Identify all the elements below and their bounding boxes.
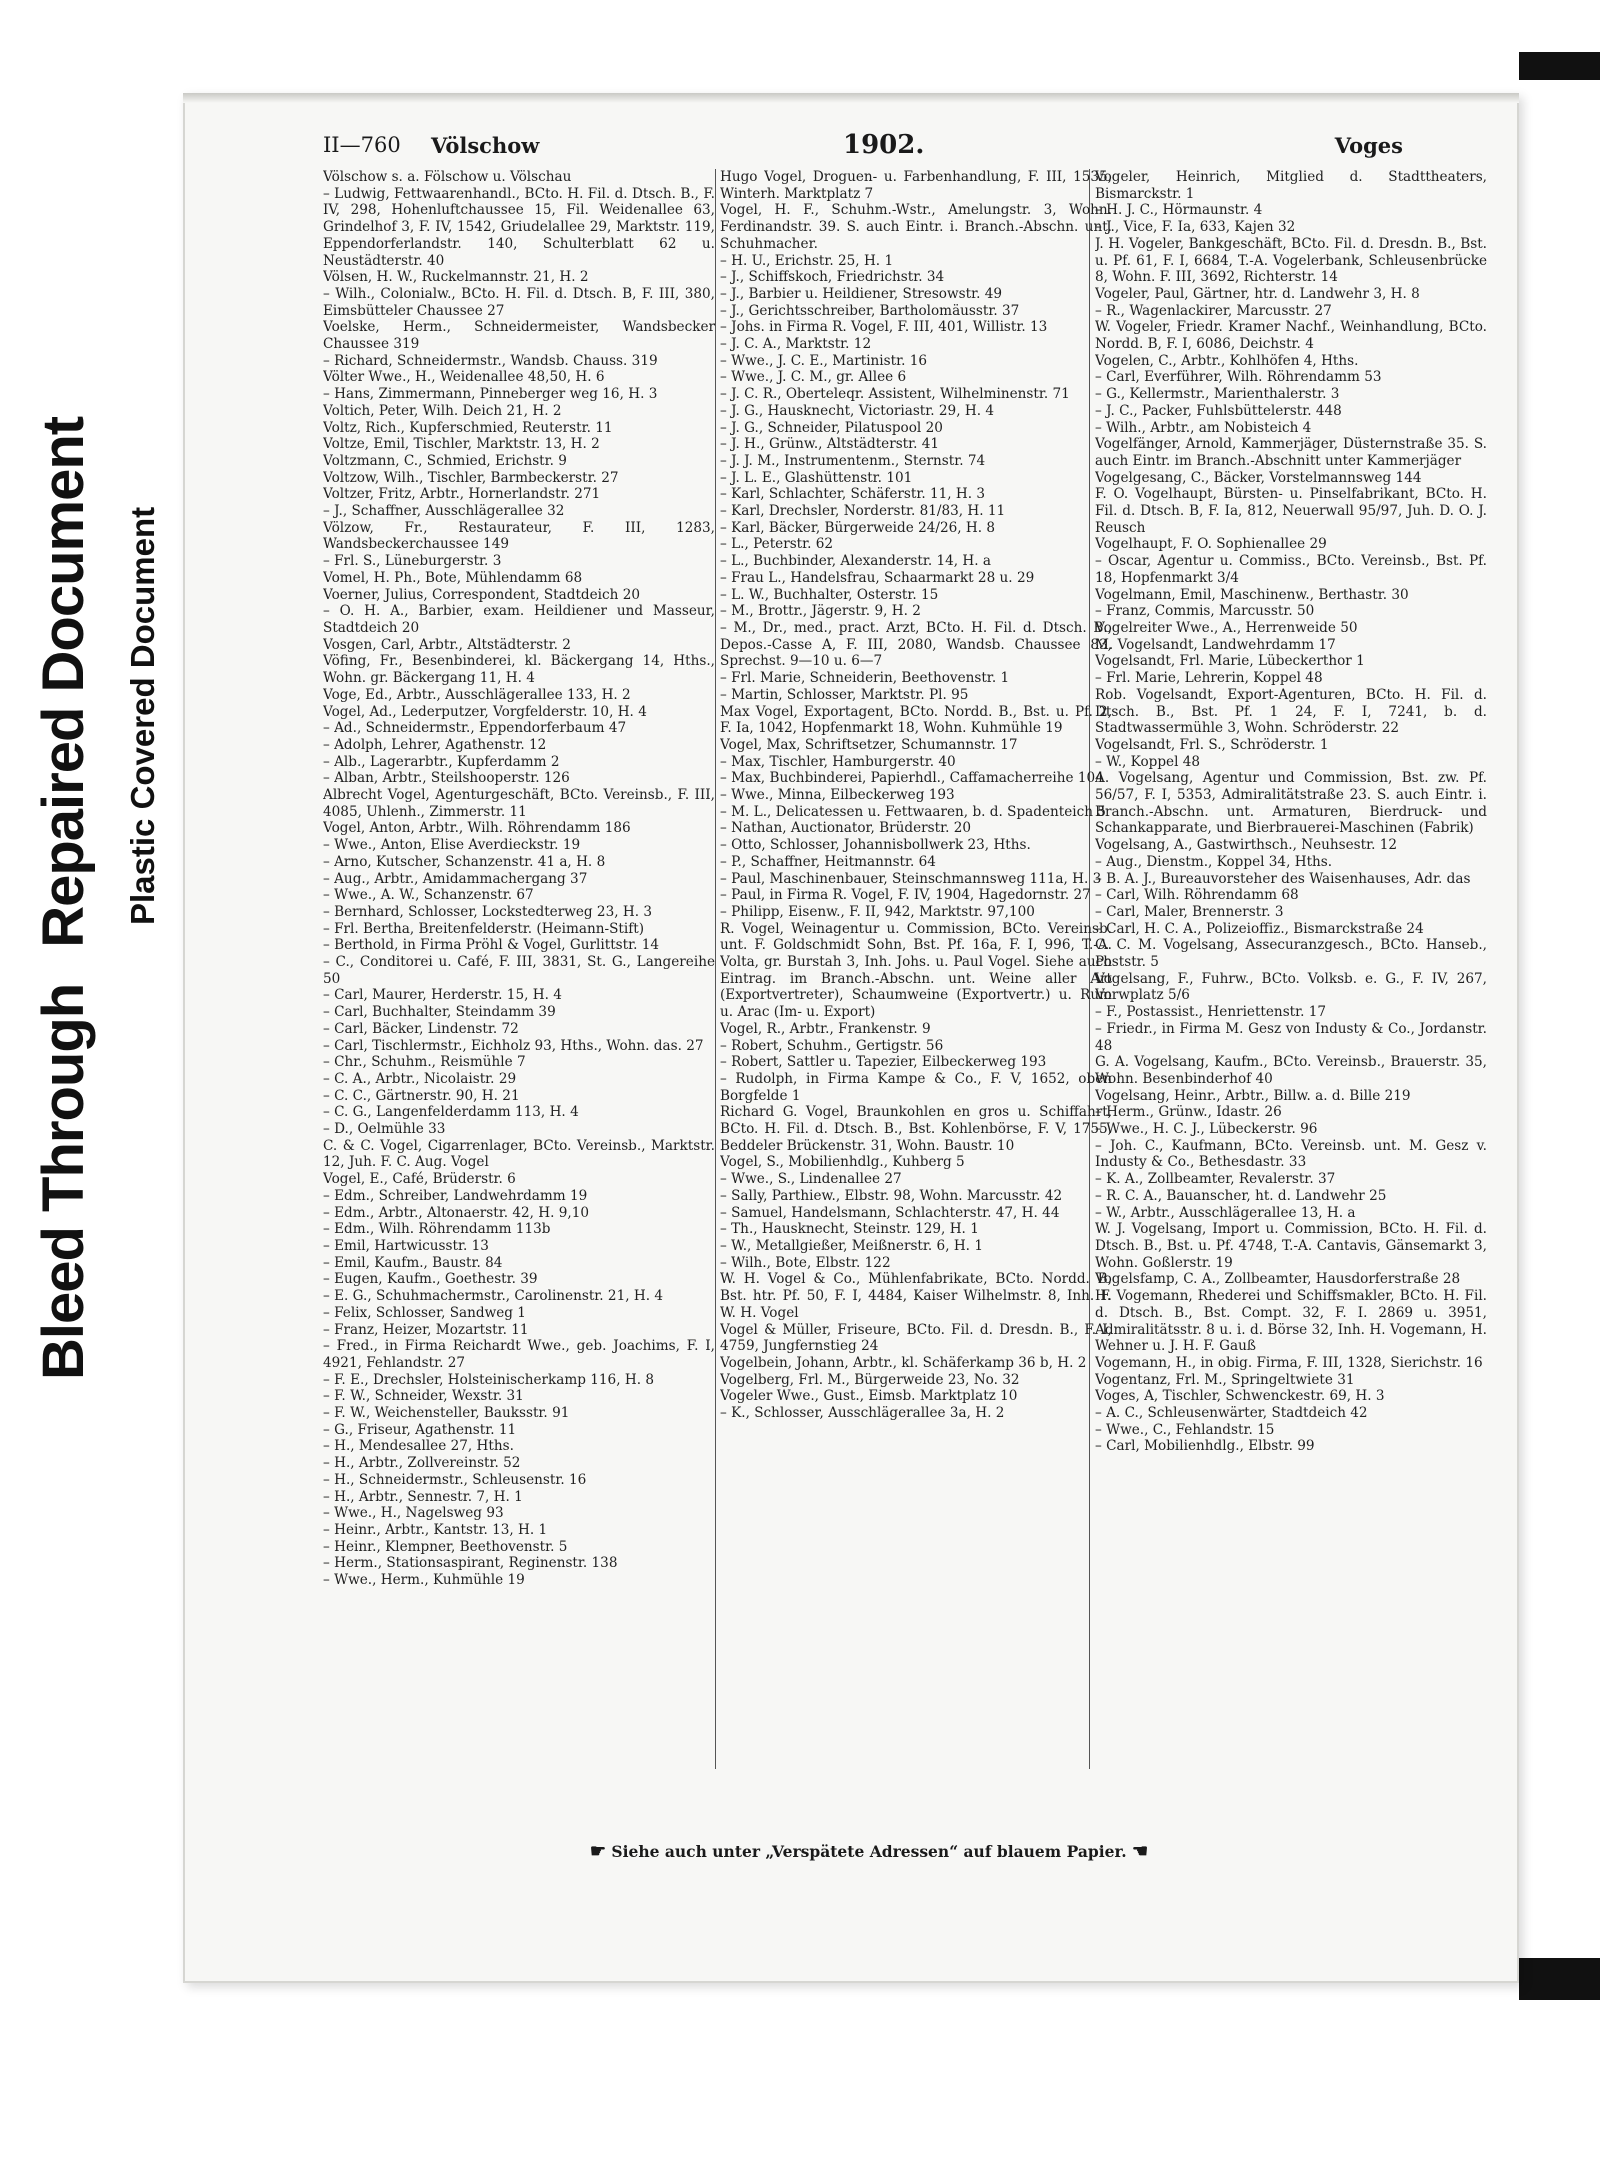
- directory-entry: – Frl. S., Lüneburgerstr. 3: [323, 553, 502, 570]
- directory-entry: – J. J. M., Instrumentenm., Sternstr. 74: [720, 452, 986, 469]
- label-plastic-covered-document: Plastic Covered Document: [124, 506, 161, 925]
- directory-entry: Vomel, H. Ph., Bote, Mühlendamm 68: [323, 569, 583, 586]
- directory-entry: M. Vogelsandt, Landwehrdamm 17: [1095, 636, 1336, 653]
- directory-entry: – Felix, Schlosser, Sandweg 1: [323, 1304, 526, 1321]
- directory-entry: Vogel, Ad., Lederputzer, Vorgfelderstr. 10, H. 4: [323, 703, 647, 720]
- directory-entry: – Carl, Everführer, Wilh. Röhrendamm 53: [1095, 369, 1382, 386]
- directory-entry: – Wwe., Minna, Eilbeckerweg 193: [720, 787, 955, 804]
- directory-entry: C. C. M. Vogelsang, Assecuranzgesch., BCto. Hanseb., Poststr. 5: [1095, 937, 1487, 971]
- directory-entry: W. H. Vogel & Co., Mühlenfabrikate, BCto. Nordd. B, Bst. htr. Pf. 50, F. I, 4484, Kaiser Wilhelmstr. 8, Inh. F. W. H. Vogel: [720, 1271, 1112, 1321]
- directory-entry: Vogelen, C., Arbtr., Kohlhöfen 4, Hths.: [1095, 352, 1359, 369]
- directory-entry: Vogentanz, Frl. M., Springeltwiete 31: [1095, 1371, 1355, 1388]
- directory-entry: – Frl. Marie, Lehrerin, Koppel 48: [1095, 670, 1323, 687]
- directory-entry: – Carl, Buchhalter, Steindamm 39: [323, 1004, 556, 1021]
- directory-entry: – Franz, Commis, Marcusstr. 50: [1095, 603, 1315, 620]
- page-number: II—760: [323, 133, 401, 157]
- directory-entry: – Carl, Tischlermstr., Eichholz 93, Hths., Wohn. das. 27: [323, 1037, 704, 1054]
- directory-entry: – Aug., Arbtr., Amidammachergang 37: [323, 870, 588, 887]
- directory-entry: – Karl, Schlachter, Schäferstr. 11, H. 3: [720, 486, 986, 503]
- directory-entry: – W., Metallgießer, Meißnerstr. 6, H. 1: [720, 1238, 983, 1254]
- directory-entry: – Paul, Maschinenbauer, Steinschmannsweg 111a, H. 3: [720, 870, 1102, 887]
- directory-entry: – R., Wagenlackirer, Marcusstr. 27: [1095, 302, 1332, 319]
- directory-entry: – Frl. Marie, Schneiderin, Beethovenstr. 1: [720, 670, 1010, 687]
- directory-column-3: [1095, 169, 1487, 1909]
- directory-entry: – Martin, Schlosser, Marktstr. Pl. 95: [720, 686, 969, 703]
- directory-entry: Vogel & Müller, Friseure, BCto. Fil. d. Dresdn. B., F. I, 4759, Jungfernstieg 24: [720, 1321, 1112, 1355]
- directory-entry: – Edm., Schreiber, Landwehrdamm 19: [323, 1187, 588, 1204]
- directory-entry: Albrecht Vogel, Agenturgeschäft, BCto. Vereinsb., F. III, 4085, Uhlenh., Zimmerstr. 11: [323, 787, 715, 820]
- directory-entry: – P., Schaffner, Heitmannstr. 64: [720, 853, 936, 870]
- directory-entry: – K., Schlosser, Ausschlägerallee 3a, H. 2: [720, 1405, 1005, 1422]
- directory-entry: Vogelmann, Emil, Maschinenw., Berthastr. 30: [1095, 586, 1409, 603]
- directory-entry: Vogelfänger, Arnold, Kammerjäger, Düsternstraße 35. S. auch Eintr. im Branch.-Abschnitt unter Kammerjäger: [1095, 436, 1487, 469]
- directory-entry: – Fred., in Firma Reichardt Wwe., geb. Joachims, F. I, 4921, Fehlandstr. 27: [323, 1338, 715, 1371]
- directory-entry: – Frl. Bertha, Breitenfelderstr. (Heimann-Stift): [323, 920, 644, 937]
- directory-entry: – Wwe., A. W., Schanzenstr. 67: [323, 887, 534, 904]
- directory-entry: – M., Brottr., Jägerstr. 9, H. 2: [720, 603, 921, 620]
- directory-entry: – Robert, Sattler u. Tapezier, Eilbeckerweg 193: [720, 1054, 1047, 1071]
- directory-entry: Vogelreiter Wwe., A., Herrenweide 50: [1095, 619, 1358, 636]
- directory-entry: – L., Buchbinder, Alexanderstr. 14, H. a: [720, 553, 992, 570]
- directory-entry: Vöfing, Fr., Besenbinderei, kl. Bäckergang 14, Hths., Wohn. gr. Bäckergang 11, H. 4: [323, 653, 715, 687]
- directory-entry: – Carl, Maler, Brennerstr. 3: [1095, 903, 1284, 920]
- directory-entry: – H., Arbtr., Zollvereinstr. 52: [323, 1455, 521, 1472]
- directory-entry: – Wilh., Bote, Elbstr. 122: [720, 1254, 891, 1271]
- directory-entry: – Wwe., J. C. M., gr. Allee 6: [720, 369, 907, 386]
- directory-entry: – J. H., Grünw., Altstädterstr. 41: [720, 436, 940, 453]
- directory-entry: – H., Schneidermstr., Schleusenstr. 16: [323, 1471, 587, 1488]
- directory-entry: Vogelhaupt, F. O. Sophienallee 29: [1095, 536, 1327, 553]
- directory-entry: H. Vogemann, Rhederei und Schiffsmakler, BCto. H. Fil. d. Dtsch. B., Bst. Compt. 32, F. I. 2869 u. 3951, Admiralitätsstr. 8 u. i. d. Börse 32, Inh. H. Vogemann, H. Wehner u. J. H. F. Gauß: [1095, 1288, 1487, 1355]
- directory-entry: – Wwe., Anton, Elise Averdieckstr. 19: [323, 837, 581, 854]
- directory-entry: – B. A. J., Bureauvorsteher des Waisenhauses, Adr. das: [1095, 870, 1471, 887]
- directory-entry: – J., Schiffskoch, Friedrichstr. 34: [720, 269, 945, 286]
- directory-entry: – Wwe., J. C. E., Martinistr. 16: [720, 352, 928, 369]
- page-header: [323, 130, 1403, 169]
- label-repaired-document: Repaired Document: [31, 416, 96, 948]
- directory-entry: – L., Peterstr. 62: [720, 536, 834, 553]
- directory-entry: Vogel, Anton, Arbtr., Wilh. Röhrendamm 186: [323, 820, 631, 837]
- directory-entry: – F. W., Schneider, Wexstr. 31: [323, 1388, 524, 1405]
- directory-entry: – W., Koppel 48: [1095, 753, 1201, 770]
- header-left-word: Völschow: [431, 133, 540, 158]
- directory-entry: – H. U., Erichstr. 25, H. 1: [720, 252, 894, 269]
- label-bleed-through: Bleed Through: [31, 983, 96, 1380]
- directory-entry: – A. C., Schleusenwärter, Stadtdeich 42: [1095, 1405, 1368, 1422]
- directory-entry: Vogelbein, Johann, Arbtr., kl. Schäferkamp 36 b, H. 2: [720, 1354, 1087, 1371]
- directory-entry: – H., Arbtr., Sennestr. 7, H. 1: [323, 1488, 523, 1505]
- directory-entry: Voelske, Herm., Schneidermeister, Wandsbecker Chaussee 319: [323, 319, 715, 353]
- directory-entry: – Rudolph, in Firma Kampe & Co., F. V, 1652, oben Borgfelde 1: [720, 1070, 1112, 1104]
- directory-entry: – J., Gerichtsschreiber, Bartholomäusstr. 37: [720, 302, 1020, 319]
- directory-entry: Voge, Ed., Arbtr., Ausschlägerallee 133, H. 2: [323, 686, 631, 703]
- directory-entry: – Carl, Wilh. Röhrendamm 68: [1095, 887, 1299, 904]
- directory-entry: Max Vogel, Exportagent, BCto. Nordd. B., Bst. u. Pf. 2, F. Ia, 1042, Hopfenmarkt 18, Wohn. Kuhmühle 19: [720, 703, 1112, 737]
- directory-entry: – Th., Hausknecht, Steinstr. 129, H. 1: [720, 1221, 979, 1238]
- directory-entry: – Paul, in Firma R. Vogel, F. IV, 1904, Hagedornstr. 27: [720, 887, 1091, 904]
- directory-entry: – Herm., Grünw., Idastr. 26: [1095, 1104, 1282, 1121]
- directory-entry: Vogelgesang, C., Bäcker, Vorstelmannsweg 144: [1095, 469, 1422, 486]
- directory-entry: Vogel, Max, Schriftsetzer, Schumannstr. 17: [720, 736, 1018, 753]
- directory-entry: – W., Arbtr., Ausschlägerallee 13, H. a: [1095, 1204, 1356, 1221]
- directory-entry: J. H. Vogeler, Bankgeschäft, BCto. Fil. d. Dresdn. B., Bst. u. Pf. 61, F. I, 6684, T.-A. Vogelerbank, Schleusenbrücke 8, Wohn. F. III, 3692, Richterstr. 14: [1095, 235, 1487, 286]
- directory-entry: Vogelsfamp, C. A., Zollbeamter, Hausdorferstraße 28: [1095, 1271, 1461, 1288]
- directory-entry: – Sally, Parthiew., Elbstr. 98, Wohn. Marcusstr. 42: [720, 1187, 1063, 1204]
- directory-entry: – M. L., Delicatessen u. Fettwaaren, b. d. Spadenteich 5: [720, 803, 1106, 820]
- directory-entry: – Wilh., Colonialw., BCto. H. Fil. d. Dtsch. B, F. III, 380, Eimsbütteler Chaussee 27: [323, 285, 715, 319]
- directory-entry: – Heinr., Arbtr., Kantstr. 13, H. 1: [323, 1521, 548, 1538]
- directory-entry: – J. G., Hausknecht, Victoriastr. 29, H. 4: [720, 402, 994, 419]
- directory-entry: Völschow s. a. Fölschow u. Völschau: [323, 169, 572, 185]
- directory-entry: A. Vogelsang, Agentur und Commission, Bst. zw. Pf. 56/57, F. I, 5353, Admiralitätstraße 23. S. auch Eintr. i. Branch.-Abschn. unt. Armaturen, Bierdruck- und Schankapparate, und Bierbrauerei-Maschinen (Fabrik): [1095, 770, 1487, 837]
- directory-entry: Vogel, R., Arbtr., Frankenstr. 9: [720, 1020, 931, 1037]
- directory-entry: – Alban, Arbtr., Steilshooperstr. 126: [323, 770, 570, 787]
- directory-entry: – Frau L., Handelsfrau, Schaarmarkt 28 u. 29: [720, 569, 1035, 586]
- directory-entry: Voerner, Julius, Correspondent, Stadtdeich 20: [323, 586, 640, 603]
- pointing-hand-icon: ☛: [589, 1841, 606, 1862]
- directory-entry: Völter Wwe., H., Weidenallee 48,50, H. 6: [323, 369, 605, 386]
- directory-entry: – F. E., Drechsler, Holsteinischerkamp 116, H. 8: [323, 1371, 654, 1388]
- directory-entry: W. J. Vogelsang, Import u. Commission, BCto. H. Fil. d. Dtsch. B., Bst. u. Pf. 4748, T.-A. Cantavis, Gänsemarkt 3, Wohn. Goßlerstr. 19: [1095, 1221, 1487, 1271]
- directory-entry: – Max, Buchbinderei, Papierhdl., Caffamacherreihe 104: [720, 770, 1104, 787]
- directory-entry: – Otto, Schlosser, Johannisbollwerk 23, Hths.: [720, 837, 1031, 854]
- directory-entry: Rob. Vogelsandt, Export-Agenturen, BCto. H. Fil. d. Dtsch. B., Bst. Pf. 1 24, F. I, 7241, b. d. Stadtwassermühle 3, Wohn. Schröderstr. 22: [1095, 686, 1487, 737]
- directory-entry: – F. W., Weichensteller, Bauksstr. 91: [323, 1405, 570, 1422]
- directory-entry: – Karl, Bäcker, Bürgerweide 24/26, H. 8: [720, 519, 996, 536]
- directory-entry: – Richard, Schneidermstr., Wandsb. Chauss. 319: [323, 352, 658, 369]
- directory-entry: – Carl, Mobilienhdlg., Elbstr. 99: [1095, 1438, 1315, 1455]
- directory-entry: – J., Vice, F. Ia, 633, Kajen 32: [1095, 219, 1296, 236]
- footer-note: Siehe auch unter „Verspätete Adressen“ auf blauem Papier.: [611, 1842, 1127, 1861]
- directory-entry: Richard G. Vogel, Braunkohlen en gros u. Schiffahrt, BCto. H. Fil. d. Dtsch. B., Bst. Kohlenbörse, F. V, 1755, Beddeler Brückenstr. 31, Wohn. Baustr. 10: [720, 1104, 1112, 1154]
- directory-entry: W. Vogeler, Friedr. Kramer Nachf., Weinhandlung, BCto. Nordd. B, F. I, 6086, Deichstr. 4: [1095, 319, 1487, 353]
- directory-entry: – M., Dr., med., pract. Arzt, BCto. H. Fil. d. Dtsch. B., Depos.-Casse A, F. III, 2080, Wandsb. Chaussee 83, Sprechst. 9—10 u. 6—7: [720, 619, 1112, 670]
- directory-entry: Vogeler, Heinrich, Mitglied d. Stadttheaters, Bismarckstr. 1: [1095, 169, 1487, 202]
- directory-entry: – Wwe., H., Nagelsweg 93: [323, 1505, 504, 1522]
- directory-entry: – G., Friseur, Agathenstr. 11: [323, 1421, 517, 1438]
- directory-entry: Vogelsang, Heinr., Arbtr., Billw. a. d. Bille 219: [1095, 1087, 1411, 1104]
- directory-column-2: [720, 169, 1112, 1909]
- scan-edge-mark-bottom: [1519, 1958, 1600, 2000]
- directory-entry: – Wwe., Herm., Kuhmühle 19: [323, 1572, 525, 1589]
- directory-entry: – C., Conditorei u. Café, F. III, 3831, St. G., Langereihe 50: [323, 954, 715, 987]
- directory-entry: – J., Barbier u. Heildiener, Stresowstr. 49: [720, 285, 1003, 302]
- directory-entry: Voges, A, Tischler, Schwenckestr. 69, H. 3: [1095, 1388, 1385, 1405]
- directory-entry: Voltich, Peter, Wilh. Deich 21, H. 2: [323, 402, 562, 419]
- directory-entry: – R. C. A., Bauanscher, ht. d. Landwehr 25: [1095, 1187, 1387, 1204]
- directory-entry: Vogelsandt, Frl. Marie, Lübeckerthor 1: [1095, 653, 1365, 670]
- directory-entry: Voltzow, Wilh., Tischler, Barmbeckerstr. 27: [323, 469, 619, 486]
- directory-entry: Vogelsang, A., Gastwirthsch., Neuhsestr. 12: [1095, 837, 1398, 854]
- pointing-hand-icon: ☚: [1132, 1841, 1149, 1862]
- directory-column-1: [323, 169, 715, 1909]
- directory-entry: – J. L. E., Glashüttenstr. 101: [720, 469, 913, 486]
- directory-entry: – K. A., Zollbeamter, Revalerstr. 37: [1095, 1171, 1336, 1188]
- directory-entry: – H. J. C., Hörmaunstr. 4: [1095, 202, 1263, 219]
- directory-entry: – Ludwig, Fettwaarenhandl., BCto. H. Fil. d. Dtsch. B., F. IV, 298, Hohenluftchaussee 15, Fil. Weidenallee 63, Grindelhof 3, F. IV, 1542, Griudelallee 29, Marktstr. 119, Eppendorferlandstr. 140, Schulterblatt 62 u. Neustädterstr. 40: [323, 185, 715, 269]
- directory-entry: Vogeler Wwe., Gust., Eimsb. Marktplatz 10: [720, 1388, 1018, 1405]
- directory-entry: – O. H. A., Barbier, exam. Heildiener und Masseur, Stadtdeich 20: [323, 603, 715, 636]
- directory-entry: – Max, Tischler, Hamburgerstr. 40: [720, 753, 956, 770]
- directory-entry: C. & C. Vogel, Cigarrenlager, BCto. Vereinsb., Marktstr. 12, Juh. F. C. Aug. Vogel: [323, 1137, 715, 1171]
- directory-entry: Völzow, Fr., Restaurateur, F. III, 1283, Wandsbeckerchaussee 149: [323, 519, 715, 553]
- directory-entry: Hugo Vogel, Droguen- u. Farbenhandlung, F. III, 1535, Winterh. Marktplatz 7: [720, 169, 1112, 202]
- directory-entry: – G., Kellermstr., Marienthalerstr. 3: [1095, 386, 1340, 403]
- directory-entry: – Adolph, Lehrer, Agathenstr. 12: [323, 736, 547, 753]
- directory-entry: – Wilh., Arbtr., am Nobisteich 4: [1095, 419, 1312, 436]
- directory-entry: – Samuel, Handelsmann, Schlachterstr. 47, H. 44: [720, 1204, 1060, 1221]
- header-right-word: Voges: [1334, 133, 1403, 158]
- directory-entry: – Emil, Hartwicusstr. 13: [323, 1238, 489, 1254]
- directory-entry: – Ad., Schneidermstr., Eppendorferbaum 47: [323, 720, 627, 737]
- directory-entry: – Wwe., H. C. J., Lübeckerstr. 96: [1095, 1121, 1318, 1138]
- directory-entry: Vogelsang, F., Fuhrw., BCto. Volksb. e. G., F. IV, 267, Vorwplatz 5/6: [1095, 970, 1487, 1004]
- directory-entry: – J. C., Packer, Fuhlsbüttelerstr. 448: [1095, 402, 1342, 419]
- directory-entry: Vogelsandt, Frl. S., Schröderstr. 1: [1095, 736, 1329, 753]
- page-footer: [589, 1841, 1149, 1862]
- directory-entry: – Joh. C., Kaufmann, BCto. Vereinsb. unt. M. Gesz v. Industy & Co., Bethesdastr. 33: [1095, 1137, 1487, 1171]
- directory-entry: – Arno, Kutscher, Schanzenstr. 41 a, H. 8: [323, 853, 606, 870]
- scan-edge-mark-top: [1519, 52, 1600, 80]
- directory-entry: – D., Oelmühle 33: [323, 1121, 446, 1138]
- directory-entry: – Hans, Zimmermann, Pinneberger weg 16, H. 3: [323, 386, 658, 403]
- directory-entry: Vogel, E., Café, Brüderstr. 6: [323, 1171, 516, 1188]
- directory-entry: – E. G., Schuhmachermstr., Carolinenstr. 21, H. 4: [323, 1288, 664, 1305]
- directory-entry: R. Vogel, Weinagentur u. Commission, BCto. Vereinsb. unt. F. Goldschmidt Sohn, Bst. Pf. 16a, F. I, 996, T.-A. Volta, gr. Burstah 3, Inh. Johs. u. Paul Vogel. Siehe auch Eintrag. im Branch.-Abschn. unt. Weine aller Art (Exportvertreter), Schaumweine (Exportvertr.) u. Rum u. Arac (Im- u. Export): [720, 920, 1112, 1021]
- directory-entry: – J. C. R., Oberteleqr. Assistent, Wilhelminenstr. 71: [720, 386, 1070, 403]
- directory-entry: – J., Schaffner, Ausschlägerallee 32: [323, 503, 565, 520]
- directory-entry: – C. G., Langenfelderdamm 113, H. 4: [323, 1104, 579, 1121]
- directory-entry: – Berthold, in Firma Pröhl & Vogel, Gurlittstr. 14: [323, 937, 660, 954]
- directory-entry: – Herm., Stationsaspirant, Reginenstr. 138: [323, 1555, 618, 1572]
- directory-entry: – C. C., Gärtnerstr. 90, H. 21: [323, 1087, 520, 1104]
- directory-entry: – Friedr., in Firma M. Gesz von Industy & Co., Jordanstr. 48: [1095, 1020, 1487, 1054]
- directory-entry: Voltzer, Fritz, Arbtr., Hornerlandstr. 271: [323, 486, 601, 503]
- directory-entry: Voltzmann, C., Schmied, Erichstr. 9: [323, 452, 567, 469]
- directory-entry: Vogel, H. F., Schuhm.-Wstr., Amelungstr. 3, Wohn. Ferdinandstr. 39. S. auch Eintr. i. Branch.-Abschn. unt. Schuhmacher.: [720, 202, 1112, 252]
- directory-entry: – Wwe., S., Lindenallee 27: [720, 1171, 902, 1188]
- directory-entry: – J. G., Schneider, Pilatuspool 20: [720, 419, 943, 436]
- directory-entry: Völsen, H. W., Ruckelmannstr. 21, H. 2: [323, 269, 589, 286]
- directory-entry: Voltze, Emil, Tischler, Marktstr. 13, H. 2: [323, 436, 600, 453]
- directory-entry: – Carl, Maurer, Herderstr. 15, H. 4: [323, 987, 562, 1004]
- directory-entry: – Karl, Drechsler, Norderstr. 81/83, H. 11: [720, 503, 1006, 520]
- directory-entry: – Carl, Bäcker, Lindenstr. 72: [323, 1020, 519, 1037]
- directory-entry: Vogeler, Paul, Gärtner, htr. d. Landwehr 3, H. 8: [1095, 285, 1420, 302]
- directory-entry: Voltz, Rich., Kupferschmied, Reuterstr. 11: [323, 419, 613, 436]
- header-year: 1902.: [843, 130, 925, 160]
- directory-entry: – H., Mendesallee 27, Hths.: [323, 1438, 514, 1455]
- directory-entry: F. O. Vogelhaupt, Bürsten- u. Pinselfabrikant, BCto. H. Fil. d. Dtsch. B, F. Ia, 812, Neuerwall 95/97, Juh. D. O. J. Reusch: [1095, 486, 1487, 536]
- directory-entry: – Emil, Kaufm., Baustr. 84: [323, 1254, 503, 1271]
- directory-entry: Vogel, S., Mobilienhdlg., Kuhberg 5: [720, 1154, 965, 1171]
- directory-entry: – Edm., Arbtr., Altonaerstr. 42, H. 9,10: [323, 1204, 590, 1221]
- directory-entry: – Bernhard, Schlosser, Lockstedterweg 23, H. 3: [323, 903, 653, 920]
- directory-entry: G. A. Vogelsang, Kaufm., BCto. Vereinsb., Brauerstr. 35, Wohn. Besenbinderhof 40: [1095, 1054, 1487, 1087]
- directory-entry: – Heinr., Klempner, Beethovenstr. 5: [323, 1538, 568, 1555]
- column-divider: [715, 169, 716, 1769]
- directory-entry: – Philipp, Eisenw., F. II, 942, Marktstr. 97,100: [720, 903, 1035, 920]
- directory-entry: – Alb., Lagerarbtr., Kupferdamm 2: [323, 753, 560, 770]
- directory-entry: Vogelberg, Frl. M., Bürgerweide 23, No. 32: [720, 1371, 1020, 1388]
- directory-entry: – Wwe., C., Fehlandstr. 15: [1095, 1421, 1275, 1438]
- directory-entry: – Carl, H. C. A., Polizeioffiz., Bismarckstraße 24: [1095, 920, 1424, 937]
- directory-entry: – Chr., Schuhm., Reismühle 7: [323, 1054, 526, 1071]
- document-page: [183, 93, 1519, 1983]
- directory-entry: – J. C. A., Marktstr. 12: [720, 336, 872, 353]
- directory-entry: – F., Postassist., Henriettenstr. 17: [1095, 1004, 1327, 1021]
- directory-entry: – Aug., Dienstm., Koppel 34, Hths.: [1095, 853, 1333, 870]
- side-label-primary: [30, 417, 97, 1380]
- directory-entry: – Nathan, Auctionator, Brüderstr. 20: [720, 820, 972, 837]
- directory-entry: – Edm., Wilh. Röhrendamm 113b: [323, 1221, 551, 1238]
- directory-entry: – L. W., Buchhalter, Osterstr. 15: [720, 586, 939, 603]
- directory-entry: – C. A., Arbtr., Nicolaistr. 29: [323, 1070, 517, 1087]
- directory-entry: Vogemann, H., in obig. Firma, F. III, 1328, Sierichstr. 16: [1095, 1354, 1483, 1371]
- directory-entry: – Eugen, Kaufm., Goethestr. 39: [323, 1271, 538, 1288]
- directory-entry: Vosgen, Carl, Arbtr., Altstädterstr. 2: [323, 636, 571, 653]
- directory-entry: – Robert, Schuhm., Gertigstr. 56: [720, 1037, 944, 1054]
- directory-entry: – Oscar, Agentur u. Commiss., BCto. Vereinsb., Bst. Pf. 18, Hopfenmarkt 3/4: [1095, 553, 1487, 586]
- directory-entry: – Franz, Heizer, Mozartstr. 11: [323, 1321, 529, 1338]
- directory-entry: – Johs. in Firma R. Vogel, F. III, 401, Willistr. 13: [720, 319, 1048, 336]
